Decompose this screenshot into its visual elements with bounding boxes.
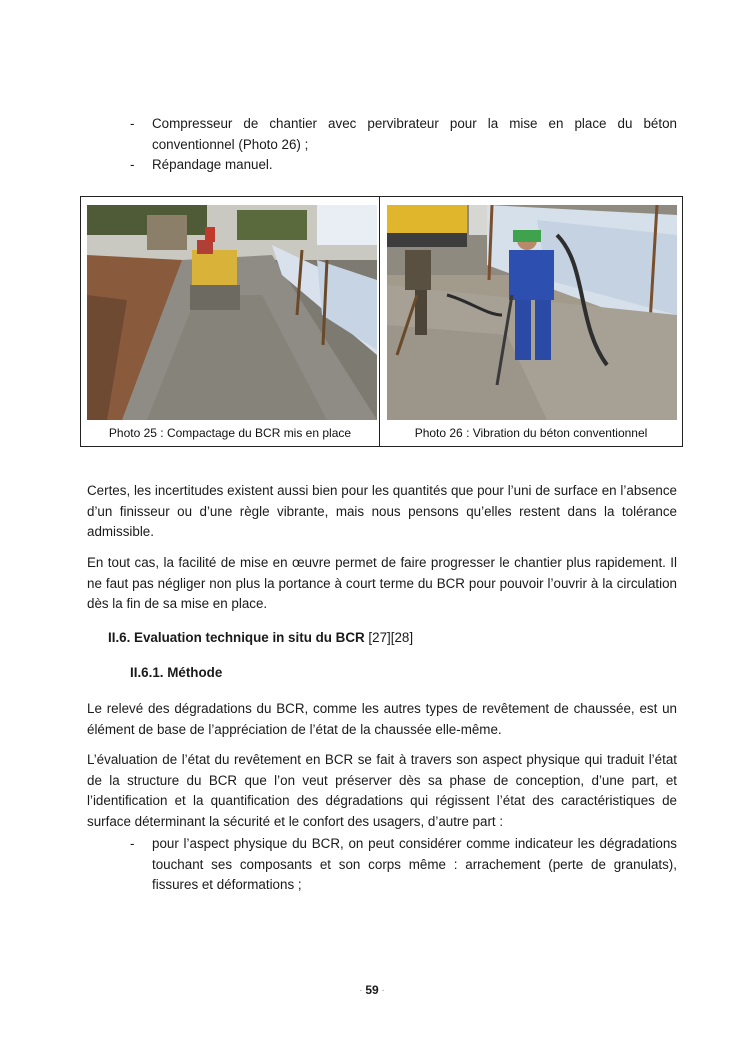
paragraph: Le relevé des dégradations du BCR, comme les autres types de revêtement de chaussée, est un élément de base de l’appréciation de l’état de la chaussée elle-même. xyxy=(87,701,677,737)
photo-caption: Photo 26 : Vibration du béton conventionnel xyxy=(414,426,648,440)
paragraph: En tout cas, la facilité de mise en œuvre permet de faire progresser le chantier plus rapidement. Il ne faut pas négliger non plus la portance à court terme du BCR pour pouvoir l’ouvrir à la circulation dès la fin de sa mise en place. xyxy=(87,555,677,611)
bullet-text: Compresseur de chantier avec pervibrateur pour la mise en place du béton conventionnel (Photo 26) ; xyxy=(152,116,677,152)
section-heading-text: II.6. Evaluation technique in situ du BCR xyxy=(108,630,365,645)
list-item xyxy=(87,834,677,896)
photo-compaction xyxy=(87,205,377,420)
page-number-value: 59 xyxy=(365,983,379,997)
page-number-right-mark: - xyxy=(382,987,385,995)
photo-caption: Photo 25 : Compactage du BCR mis en place xyxy=(108,426,352,440)
bullet-marker: - xyxy=(130,116,135,131)
photo-cell-25 xyxy=(81,197,379,446)
paragraph: Certes, les incertitudes existent aussi bien pour les quantités que pour l’uni de surface en l’absence d’un finisseur ou d’une règle vibrante, mais nous pensons qu’elles restent dans la tolérance admissible. xyxy=(87,483,677,539)
bullet-text: Répandage manuel. xyxy=(152,157,273,172)
section-heading xyxy=(108,630,413,645)
photo-table xyxy=(80,196,683,447)
photo-cell-26 xyxy=(380,197,682,446)
page-number-left-mark: - xyxy=(359,987,362,995)
photo-vibration xyxy=(387,205,677,420)
section-heading-reference: [27][28] xyxy=(368,630,414,645)
bullet-marker: - xyxy=(130,157,135,172)
paragraph: L’évaluation de l’état du revêtement en BCR se fait à travers son aspect physique qui traduit l’état de la structure du BCR que l’on veut préserver dès sa phase de conception, d’une part, et l’identification et la quantification des dégradations qui régissent l’état des caractéristiques de surface déterminant la sécurité et le confort des usagers, d’autre part : xyxy=(87,752,677,829)
subsection-heading: II.6.1. Méthode xyxy=(130,665,223,680)
bullet-text: pour l’aspect physique du BCR, on peut considérer comme indicateur les dégradations touchant ses composants et son corps même : arrachement (perte de granulats), fissures et déformations ; xyxy=(152,836,677,892)
page-number xyxy=(0,983,744,997)
list-item xyxy=(87,114,677,155)
bullet-marker: - xyxy=(130,836,135,851)
list-item xyxy=(87,155,677,176)
